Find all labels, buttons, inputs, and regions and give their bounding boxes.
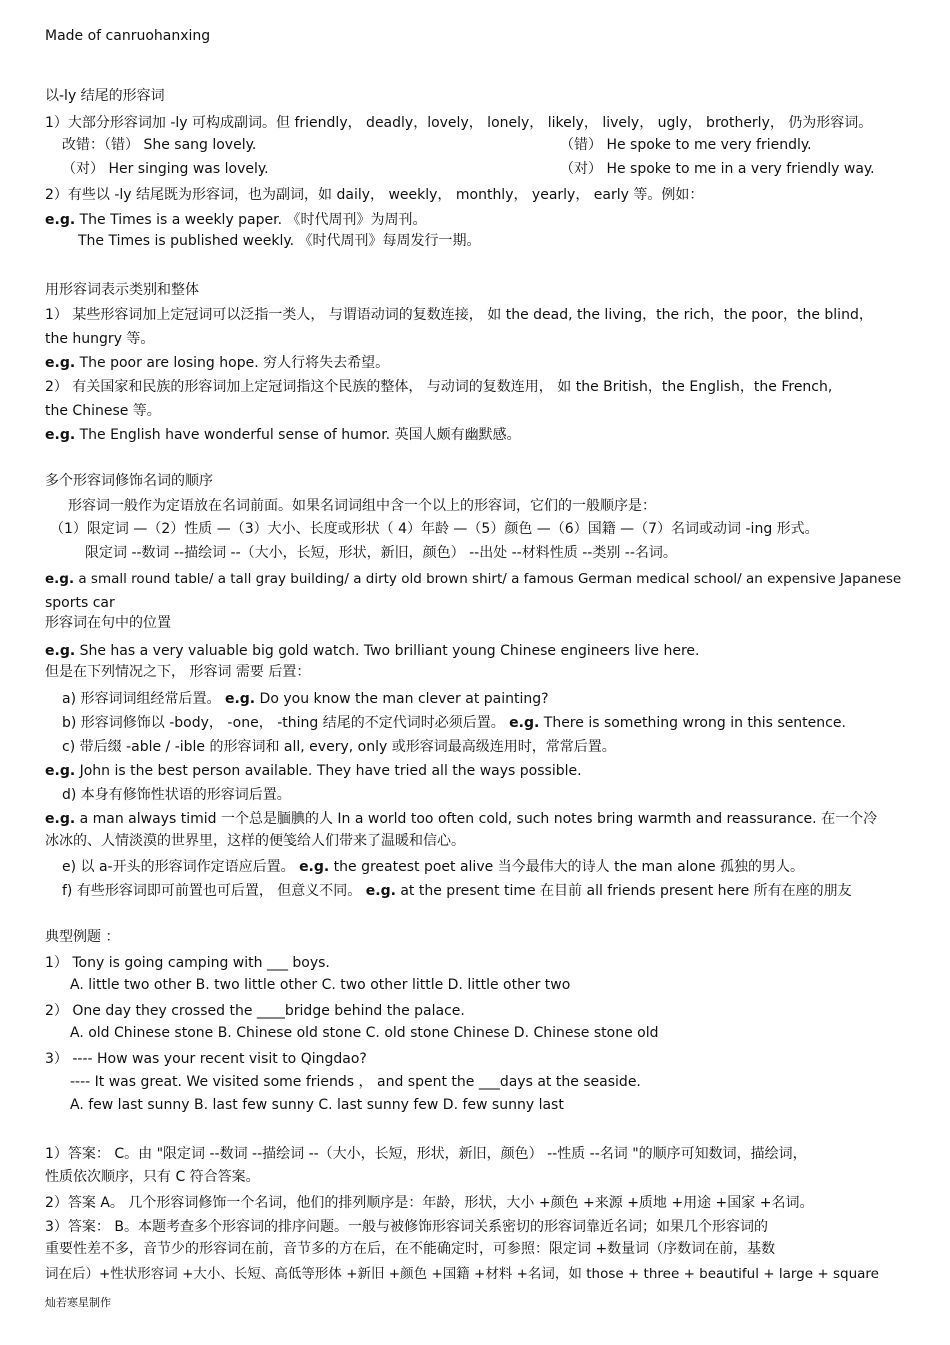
text-line: [560, 136, 812, 154]
line-text: 1） 某些形容词加上定冠词可以泛指一类人， 与谓语动词的复数连接， 如 the dead, the living，the rich，the poor，the blind，: [45, 307, 873, 323]
text-line: [45, 378, 832, 396]
line-text: 3）答案： B。本题考查多个形容词的排序问题。一般与被修饰形容词关系密切的形容词靠近名词；如果几个形容词的: [45, 1219, 768, 1235]
text-line: [45, 762, 582, 780]
text-line: [45, 354, 389, 372]
line-text: ---- It was great. We visited some friends ， and spent the ___days at the seaside.: [70, 1074, 641, 1090]
line-text: 2）答案 A。 几个形容词修饰一个名词，他们的排列顺序是：年龄，形状，大小 +颜色 +来源 +质地 +用途 +国家 +名词。: [45, 1195, 814, 1211]
example-marker: e.g.: [45, 355, 76, 371]
line-text: The poor are losing hope. 穷人行将失去希望。: [75, 355, 390, 371]
line-text: 1）答案： C。由 "限定词 --数词 --描绘词 --（大小，长短，形状，新旧，颜色） --性质 --名词 "的顺序可知数词，描绘词，: [45, 1146, 807, 1162]
line-text: at the present time 在目前 all friends present here 所有在座的朋友: [395, 883, 852, 899]
text-line: [45, 663, 310, 681]
line-text: the greatest poet alive 当今最伟大的诗人 the man alone 孤独的男人。: [329, 859, 805, 875]
example-marker: e.g.: [509, 715, 540, 731]
line-text: 2） One day they crossed the ____bridge behind the palace.: [45, 1003, 465, 1019]
line-text: Do you know the man clever at painting?: [255, 691, 549, 707]
text-line: [45, 1168, 260, 1186]
example-marker: e.g.: [45, 571, 75, 587]
line-text: 用形容词表示类别和整体: [45, 282, 199, 298]
line-text: d) 本身有修饰性状语的形容词后置。: [62, 787, 291, 803]
text-line: [68, 497, 656, 515]
text-line: [45, 426, 521, 444]
text-line: [45, 211, 427, 229]
text-line: [70, 976, 570, 994]
line-text: 2）有些以 -ly 结尾既为形容词，也为副词，如 daily， weekly， monthly， yearly， early 等。例如：: [45, 187, 704, 203]
line-text: e) 以 a-开头的形容词作定语应后置。: [62, 859, 300, 875]
line-text: a man always timid 一个总是腼腆的人 In a world too often cold, such notes bring warmth and reassurance. 在一个冷: [75, 811, 878, 827]
line-text: 3） ---- How was your recent visit to Qingdao?: [45, 1051, 367, 1067]
line-text: b) 形容词修饰以 -body， -one， -thing 结尾的不定代词时必须后置。: [62, 715, 510, 731]
example-marker: e.g.: [45, 643, 76, 659]
example-marker: e.g.: [45, 427, 76, 443]
line-text: 冰冰的、人情淡漠的世界里，这样的便笺给人们带来了温暖和信心。: [45, 833, 465, 849]
example-marker: e.g.: [299, 859, 330, 875]
line-text: 重要性差不多，音节少的形容词在前，音节多的方在后，在不能确定时，可参照：限定词 +数量词（序数词在前，基数: [45, 1241, 776, 1257]
text-line: [62, 882, 852, 900]
line-text: （1）限定词 —（2）性质 —（3）大小、长度或形状（ 4）年龄 —（5）颜色 —（6）国籍 —（7）名词或动词 -ing 形式。: [50, 521, 819, 537]
line-text: （对） He spoke to me in a very friendly way.: [560, 161, 875, 177]
text-line: [50, 520, 819, 538]
line-text: 词在后）+性状形容词 +大小、长短、高低等形体 +新旧 +颜色 +国籍 +材料 +名词，如 those + three + beautiful + large + square: [45, 1266, 879, 1282]
line-text: 性质依次顺序，只有 C 符合答案。: [45, 1169, 260, 1185]
text-line: [45, 832, 465, 850]
line-text: the hungry 等。: [45, 331, 155, 347]
line-text: （对） Her singing was lovely.: [62, 161, 269, 177]
text-line: [45, 1145, 807, 1163]
text-line: [45, 1240, 775, 1258]
text-line: [45, 1002, 465, 1020]
text-line: [45, 1218, 768, 1236]
line-text: 典型例题 ：: [45, 929, 120, 945]
text-line: [70, 1024, 658, 1042]
line-text: She has a very valuable big gold watch. Two brilliant young Chinese engineers live here.: [75, 643, 700, 659]
text-line: [45, 87, 165, 105]
text-line: [45, 1050, 367, 1068]
line-text: The Times is published weekly. 《时代周刊》每周发行一期。: [78, 233, 481, 249]
line-text: The Times is a weekly paper. 《时代周刊》为周刊。: [75, 212, 427, 228]
line-text: John is the best person available. They have tried all the ways possible.: [75, 763, 582, 779]
text-line: [45, 642, 699, 660]
page-footer: 灿若寒星制作: [45, 1296, 111, 1309]
line-text: 多个形容词修饰名词的顺序: [45, 473, 213, 489]
text-line: [62, 690, 549, 708]
text-line: [62, 714, 846, 732]
line-text: A. little two other B. two little other C. two other little D. little other two: [70, 977, 571, 993]
example-marker: e.g.: [45, 763, 76, 779]
line-text: （错） He spoke to me very friendly.: [560, 137, 812, 153]
text-line: [45, 281, 199, 299]
line-text: 1）大部分形容词加 -ly 可构成副词。但 friendly， deadly，lovely， lonely， likely， lively， ugly， brotherly， 仍为形容词。: [45, 115, 873, 131]
example-marker: e.g.: [365, 883, 396, 899]
line-text: f) 有些形容词即可前置也可后置， 但意义不同。: [62, 883, 366, 899]
text-line: [70, 1073, 641, 1091]
line-text: 但是在下列情况之下， 形容词 需要 后置：: [45, 664, 311, 680]
line-text: 改错：（错） She sang lovely.: [62, 137, 257, 153]
text-line: [85, 544, 677, 562]
text-line: [45, 810, 877, 828]
text-line: [45, 402, 161, 420]
text-line: [45, 114, 872, 132]
example-marker: e.g.: [224, 691, 256, 707]
example-marker: e.g.: [45, 212, 76, 228]
text-line: [62, 786, 291, 804]
text-line: [62, 738, 616, 756]
text-line: [45, 570, 901, 588]
text-line: [70, 1096, 564, 1114]
text-line: [78, 232, 481, 250]
line-text: 以-ly 结尾的形容词: [45, 88, 165, 104]
line-text: a small round table/ a tall gray building/ a dirty old brown shirt/ a famous German medical school/ an expensive Japanese: [74, 571, 902, 587]
text-line: [62, 858, 804, 876]
text-line: [45, 330, 154, 348]
line-text: 限定词 --数词 --描绘词 --（大小，长短，形状，新旧，颜色） --出处 --材料性质 --类别 --名词。: [85, 545, 677, 561]
text-line: [62, 160, 269, 178]
text-line: [45, 186, 703, 204]
text-line: [45, 928, 119, 946]
text-line: [45, 594, 115, 612]
text-line: [45, 306, 873, 324]
line-text: 1） Tony is going camping with ___ boys.: [45, 955, 330, 971]
text-line: [45, 1265, 879, 1283]
line-text: 2） 有关国家和民族的形容词加上定冠词指这个民族的整体， 与动词的复数连用， 如 the British，the English，the French,: [45, 379, 833, 395]
line-text: a) 形容词词组经常后置。: [62, 691, 225, 707]
line-text: the Chinese 等。: [45, 403, 161, 419]
line-text: The English have wonderful sense of humor. 英国人颇有幽默感。: [75, 427, 521, 443]
text-line: [45, 614, 171, 632]
line-text: A. old Chinese stone B. Chinese old stone C. old stone Chinese D. Chinese stone old: [70, 1025, 659, 1041]
example-marker: e.g.: [45, 811, 76, 827]
line-text: A. few last sunny B. last few sunny C. last sunny few D. few sunny last: [70, 1097, 564, 1113]
text-line: [45, 472, 213, 490]
text-line: [560, 160, 875, 178]
line-text: c) 带后缀 -able / -ible 的形容词和 all, every, only 或形容词最高级连用时，常常后置。: [62, 739, 616, 755]
text-line: [62, 136, 256, 154]
line-text: 形容词一般作为定语放在名词前面。如果名词词组中含一个以上的形容词，它们的一般顺序是：: [68, 498, 656, 514]
page-header: Made of canruohanxing: [45, 28, 211, 44]
text-line: [45, 954, 330, 972]
line-text: sports car: [45, 595, 115, 611]
text-line: [45, 1194, 813, 1212]
line-text: There is something wrong in this sentence.: [539, 715, 846, 731]
line-text: 形容词在句中的位置: [45, 615, 171, 631]
